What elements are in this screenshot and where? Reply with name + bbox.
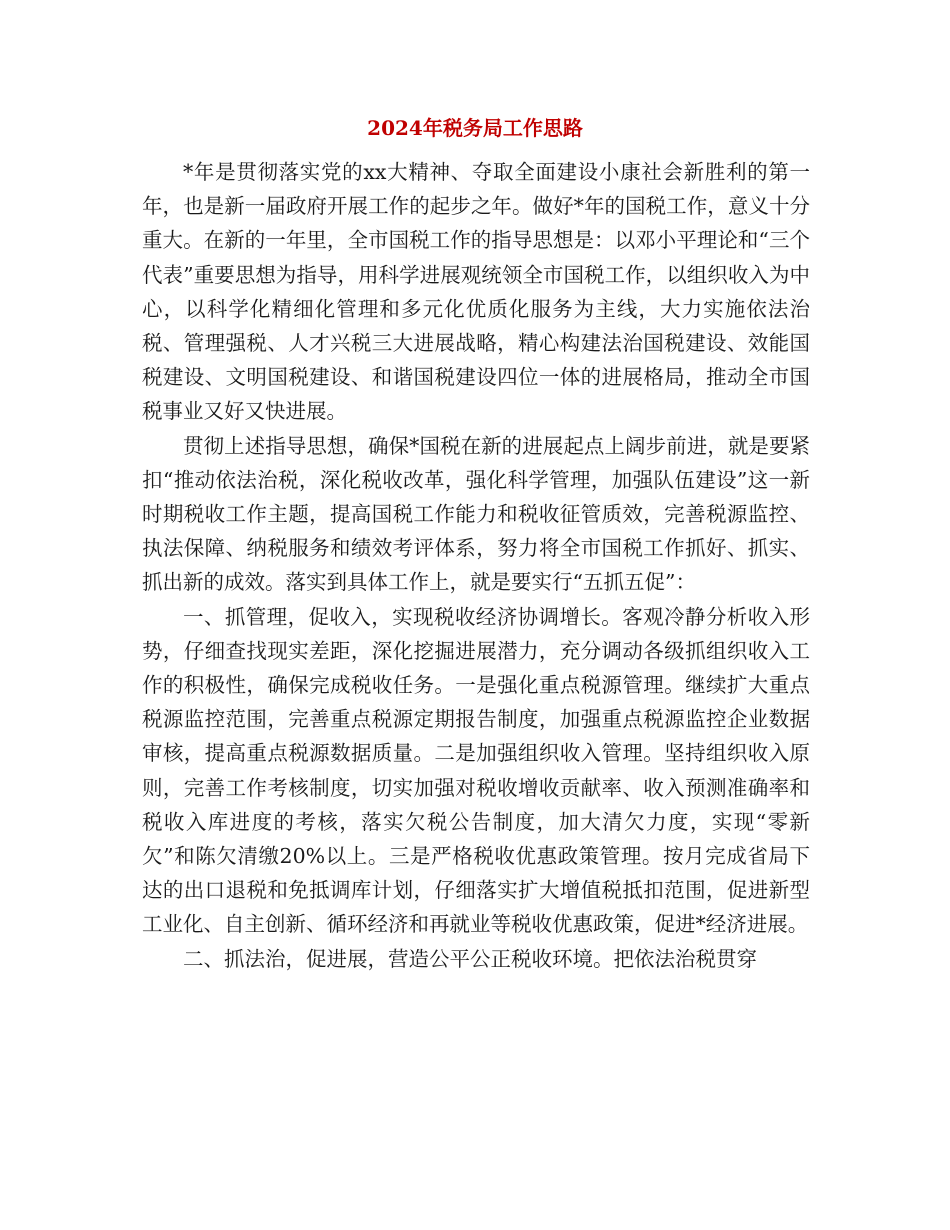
paragraph-4: 二、抓法治，促进展，营造公平公正税收环境。把依法治税贯穿 — [183, 946, 757, 971]
paragraph-3: 一、抓管理，促收入，实现税收经济协调增长。客观冷静分析收入形势，仔细查找现实差距，深化挖掘进展潜力，充分调动各级抓组织收入工作的积极性，确保完成税收任务。一是强化重点税源管理。继续扩大重点税源监控范围，完善重点税源定期报告制度，加强重点税源监控企业数据审核，提高重点税源数据质量。二是加强组织收入管理。坚持组织收入原则，完善工作考核制度，切实加强对税收增收贡献率、收入预测准确率和税收入库进度的考核，落实欠税公告制度，加大清欠力度，实现“零新欠”和陈欠清缴20%以上。三是严格税收优惠政策管理。按月完成省局下达的出口退税和免抵调库计划，仔细落实扩大增值税抵扣范围，促进新型工业化、自主创新、循环经济和再就业等税收优惠政策，促进*经济进展。 — [142, 604, 810, 937]
paragraph-1: *年是贯彻落实党的xx大精神、夺取全面建设小康社会新胜利的第一年，也是新一届政府开展工作的起步之年。做好*年的国税工作，意义十分重大。在新的一年里，全市国税工作的指导思想是：以邓小平理论和“三个代表”重要思想为指导，用科学进展观统领全市国税工作，以组织收入为中心，以科学化精细化管理和多元化优质化服务为主线，大力实施依法治税、管理强税、人才兴税三大进展战略，精心构建法治国税建设、效能国税建设、文明国税建设、和谐国税建设四位一体的进展格局，推动全市国税事业又好又快进展。 — [142, 160, 810, 424]
paragraph-2: 贯彻上述指导思想，确保*国税在新的进展起点上阔步前进，就是要紧扣“推动依法治税，深化税收改革，强化科学管理，加强队伍建设”这一新时期税收工作主题，提高国税工作能力和税收征管质效，完善税源监控、执法保障、纳税服务和绩效考评体系，努力将全市国税工作抓好、抓实、抓出新的成效。落实到具体工作上，就是要实行“五抓五促”： — [142, 433, 810, 595]
document-body — [142, 155, 810, 976]
document-title: 2024年税务局工作思路 — [367, 116, 583, 140]
